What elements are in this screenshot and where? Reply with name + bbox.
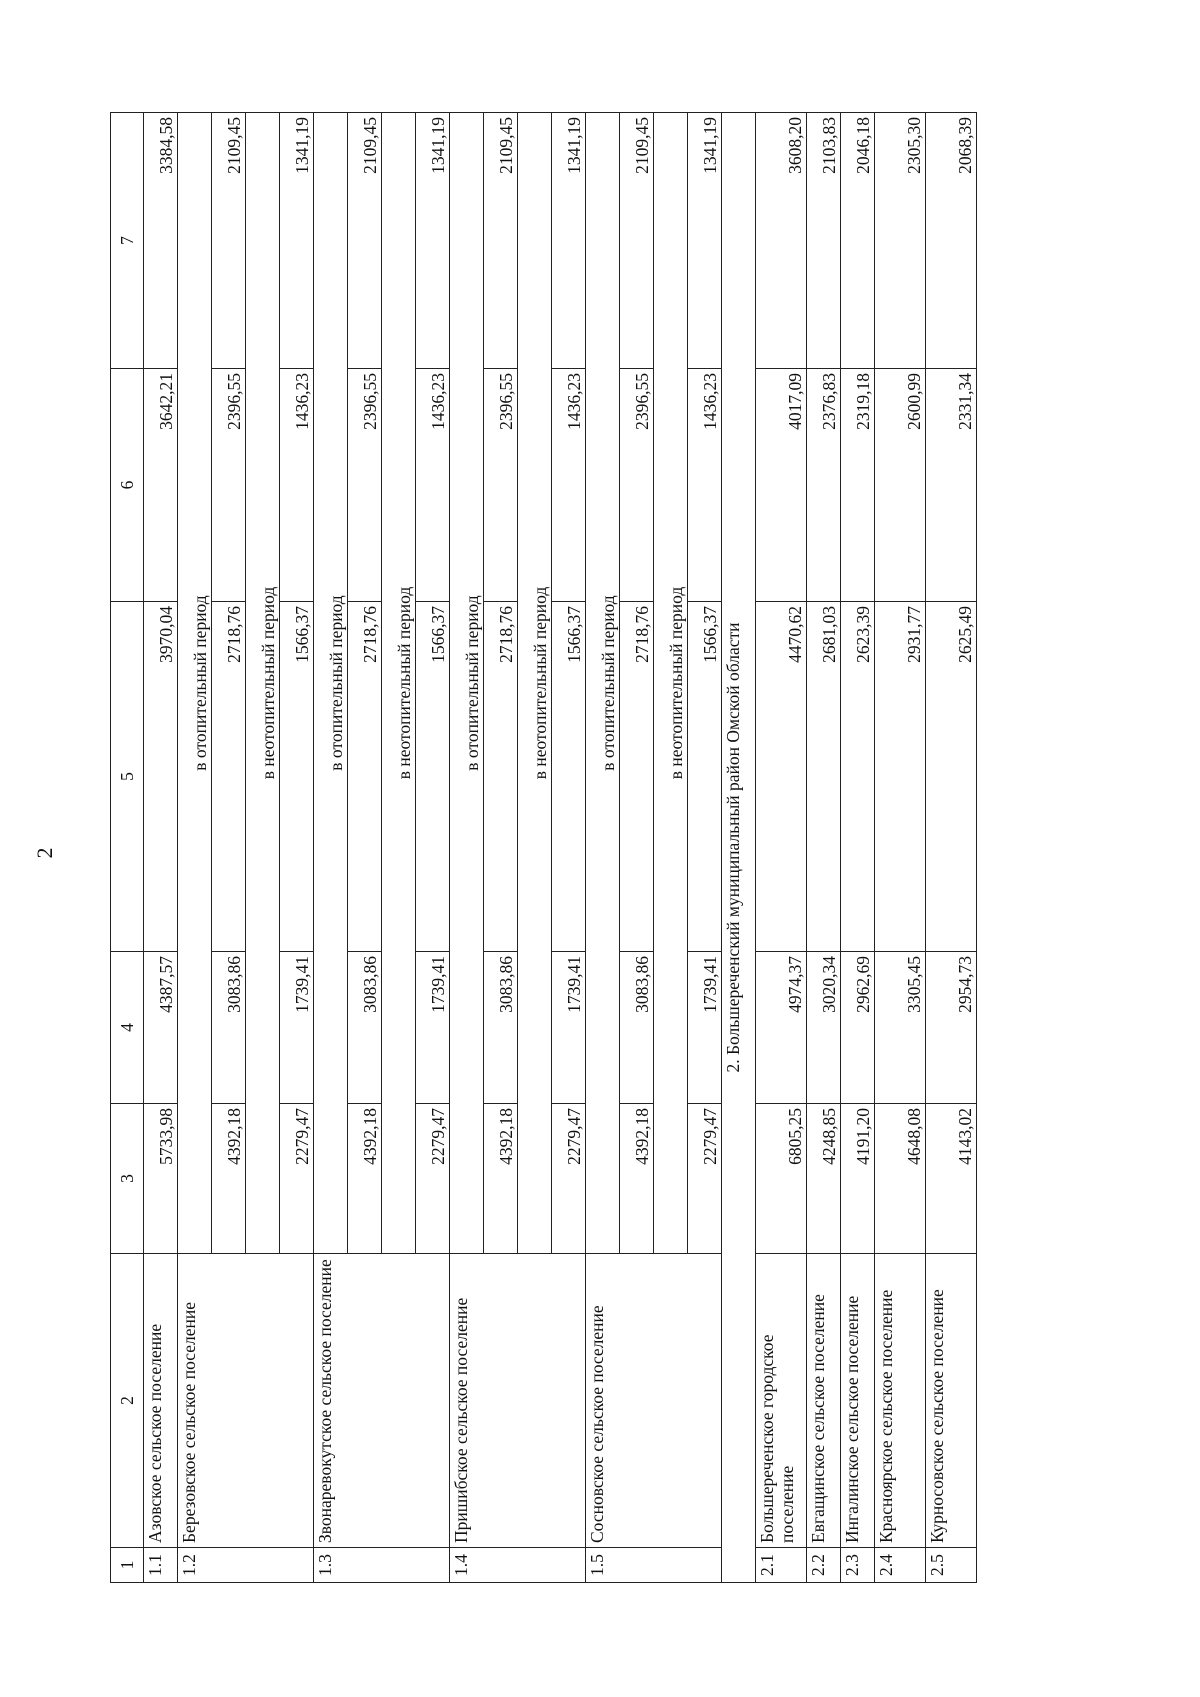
header-cell: 4 — [111, 952, 144, 1104]
value-cell: 6805,25 — [756, 1104, 807, 1254]
settlement-name: Евгащинское сельское поселение — [807, 1254, 841, 1548]
value-cell: 2068,39 — [926, 113, 977, 369]
value-cell: 2109,45 — [212, 113, 246, 369]
header-row — [111, 113, 144, 1583]
value-cell: 1436,23 — [280, 369, 314, 602]
row-index: 1.2 — [178, 1548, 314, 1583]
settlement-name: Красноярское сельское поселение — [875, 1254, 926, 1548]
value-cell: 4143,02 — [926, 1104, 977, 1254]
value-cell: 3608,20 — [756, 113, 807, 369]
settlement-name: Звонаревокутское сельское поселение — [314, 1254, 450, 1548]
value-cell: 3020,34 — [807, 952, 841, 1104]
table-row — [144, 113, 178, 1583]
row-index: 2.5 — [926, 1548, 977, 1583]
value-cell: 2718,76 — [484, 602, 518, 952]
period-label: в неотопительный период — [382, 113, 416, 1254]
row-index: 1.1 — [144, 1548, 178, 1583]
value-cell: 2623,39 — [841, 602, 875, 952]
value-cell: 3083,86 — [348, 952, 382, 1104]
value-cell: 2931,77 — [875, 602, 926, 952]
value-cell: 4470,62 — [756, 602, 807, 952]
value-cell: 4017,09 — [756, 369, 807, 602]
rotated-table-container — [110, 113, 1090, 1583]
value-cell: 4648,08 — [875, 1104, 926, 1254]
value-cell: 2625,49 — [926, 602, 977, 952]
value-cell: 2396,55 — [348, 369, 382, 602]
value-cell: 2279,47 — [552, 1104, 586, 1254]
value-cell: 3083,86 — [620, 952, 654, 1104]
settlement-name: Сосновское сельское поселение — [586, 1254, 722, 1548]
value-cell: 2718,76 — [620, 602, 654, 952]
table-row — [756, 113, 807, 1583]
value-cell: 1341,19 — [552, 113, 586, 369]
table-row — [841, 113, 875, 1583]
value-cell: 4191,20 — [841, 1104, 875, 1254]
table-row — [722, 113, 756, 1583]
period-label: в неотопительный период — [246, 113, 280, 1254]
period-label: в неотопительный период — [518, 113, 552, 1254]
value-cell: 2396,55 — [484, 369, 518, 602]
value-cell: 2396,55 — [620, 369, 654, 602]
value-cell: 1739,41 — [280, 952, 314, 1104]
row-index: 1.4 — [450, 1548, 586, 1583]
table-row — [926, 113, 977, 1583]
value-cell: 4392,18 — [348, 1104, 382, 1254]
value-cell: 2396,55 — [212, 369, 246, 602]
value-cell: 1566,37 — [280, 602, 314, 952]
value-cell: 3384,58 — [144, 113, 178, 369]
header-cell: 5 — [111, 602, 144, 952]
settlement-name: Ингалинское сельское поселение — [841, 1254, 875, 1548]
value-cell: 3642,21 — [144, 369, 178, 602]
value-cell: 2718,76 — [348, 602, 382, 952]
value-cell: 2279,47 — [688, 1104, 722, 1254]
page-number: 2 — [32, 847, 57, 859]
settlement-name: Азовское сельское поселение — [144, 1254, 178, 1548]
value-cell: 4974,37 — [756, 952, 807, 1104]
value-cell: 2103,83 — [807, 113, 841, 369]
value-cell: 4392,18 — [212, 1104, 246, 1254]
row-index: 2.4 — [875, 1548, 926, 1583]
value-cell: 2305,30 — [875, 113, 926, 369]
table-row — [314, 113, 348, 1583]
value-cell: 2109,45 — [484, 113, 518, 369]
settlement-name: Большереченское городское поселение — [756, 1254, 807, 1548]
value-cell: 2718,76 — [212, 602, 246, 952]
table-row — [807, 113, 841, 1583]
row-index: 2.1 — [756, 1548, 807, 1583]
value-cell: 4392,18 — [620, 1104, 654, 1254]
value-cell: 3083,86 — [484, 952, 518, 1104]
value-cell: 1566,37 — [552, 602, 586, 952]
period-label: в отопительный период — [178, 113, 212, 1254]
value-cell: 4392,18 — [484, 1104, 518, 1254]
header-cell: 6 — [111, 369, 144, 602]
value-cell: 3970,04 — [144, 602, 178, 952]
region-heading: 2. Большереченский муниципальный район Омской области — [722, 113, 756, 1583]
settlement-name: Курносовское сельское поселение — [926, 1254, 977, 1548]
value-cell: 5733,98 — [144, 1104, 178, 1254]
value-cell: 1739,41 — [552, 952, 586, 1104]
value-cell: 3083,86 — [212, 952, 246, 1104]
table-row — [178, 113, 212, 1583]
value-cell: 4248,85 — [807, 1104, 841, 1254]
value-cell: 1739,41 — [688, 952, 722, 1104]
value-cell: 1566,37 — [416, 602, 450, 952]
table-row — [450, 113, 484, 1583]
value-cell: 2109,45 — [620, 113, 654, 369]
value-cell: 1341,19 — [416, 113, 450, 369]
row-index: 2.3 — [841, 1548, 875, 1583]
value-cell: 2376,83 — [807, 369, 841, 602]
value-cell: 2046,18 — [841, 113, 875, 369]
value-cell: 1739,41 — [416, 952, 450, 1104]
value-cell: 2319,18 — [841, 369, 875, 602]
period-label: в отопительный период — [586, 113, 620, 1254]
value-cell: 1436,23 — [416, 369, 450, 602]
table-row — [586, 113, 620, 1583]
value-cell: 2681,03 — [807, 602, 841, 952]
row-index: 1.5 — [586, 1548, 722, 1583]
table-row — [875, 113, 926, 1583]
header-cell: 1 — [111, 1548, 144, 1583]
value-cell: 1436,23 — [552, 369, 586, 602]
settlement-name: Пришибское сельское поселение — [450, 1254, 586, 1548]
row-index: 2.2 — [807, 1548, 841, 1583]
value-cell: 3305,45 — [875, 952, 926, 1104]
header-cell: 2 — [111, 1254, 144, 1548]
period-label: в отопительный период — [450, 113, 484, 1254]
value-cell: 1341,19 — [688, 113, 722, 369]
header-cell: 3 — [111, 1104, 144, 1254]
value-cell: 2954,73 — [926, 952, 977, 1104]
value-cell: 4387,57 — [144, 952, 178, 1104]
settlement-name: Березовское сельское поселение — [178, 1254, 314, 1548]
value-cell: 2279,47 — [416, 1104, 450, 1254]
tariff-table — [110, 112, 977, 1583]
value-cell: 2331,34 — [926, 369, 977, 602]
value-cell: 2109,45 — [348, 113, 382, 369]
header-cell: 7 — [111, 113, 144, 369]
value-cell: 2279,47 — [280, 1104, 314, 1254]
value-cell: 1341,19 — [280, 113, 314, 369]
row-index: 1.3 — [314, 1548, 450, 1583]
period-label: в отопительный период — [314, 113, 348, 1254]
value-cell: 1566,37 — [688, 602, 722, 952]
value-cell: 2600,99 — [875, 369, 926, 602]
value-cell: 1436,23 — [688, 369, 722, 602]
period-label: в неотопительный период — [654, 113, 688, 1254]
value-cell: 2962,69 — [841, 952, 875, 1104]
